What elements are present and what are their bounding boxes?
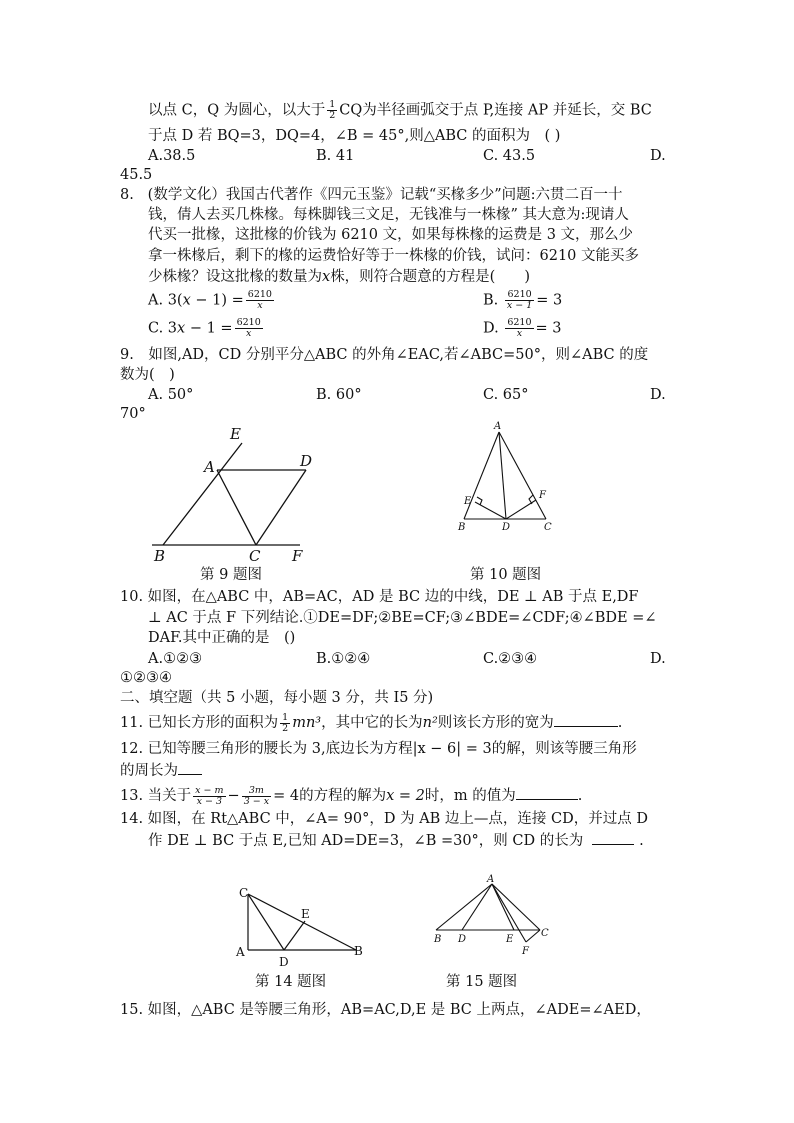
q7-line2: 于点 D 若 BQ=3，DQ=4，∠B = 45°,则△ABC 的面积为 ( ): [148, 128, 561, 144]
q9-option-c: C. 65°: [483, 387, 529, 403]
q8-option-b: B. $\frac{6210}{x - 1}$ = 3: [483, 289, 563, 311]
fig10-label-f: F: [539, 490, 546, 501]
fig9-caption: 第 9 题图: [200, 567, 262, 583]
q7-line1: 以点 C，Q 为圆心，以大于 $\frac{1}{2}$ CQ为半径画弧交于点 P,连接 AP 并延长，交 BC: [148, 99, 652, 121]
q9-option-d-wrap: 70°: [120, 406, 146, 422]
fig10-segment-ac: [499, 432, 546, 519]
fig14-label-b: B: [354, 944, 363, 958]
q12-answer-blank[interactable]: [178, 760, 202, 775]
q8-line3: 代买一批椽，这批椽的价钱为 6210 文，如果每株椽的运费是 3 文，那么少: [148, 227, 634, 243]
fig15-label-f: F: [522, 946, 529, 957]
fig9-label-c: C: [249, 547, 261, 565]
fig10-caption: 第 10 题图: [470, 567, 542, 583]
figure-14: [228, 880, 368, 975]
fig9-label-d: D: [300, 452, 313, 470]
fig9-label-a: A: [204, 458, 215, 476]
q14-line1: 14. 如图，在 Rt△ABC 中，∠A= 90°，D 为 AB 边上—点，连接 CD，并过点 D: [120, 811, 648, 827]
q7-option-d-wrap: 45.5: [120, 167, 153, 183]
fig15-segment-fc: [526, 930, 540, 942]
fig14-segment-cb: [248, 894, 356, 950]
q7-option-d: D.: [650, 148, 666, 164]
fig9-label-e: E: [230, 425, 241, 443]
q12-line2: 的周长为: [120, 760, 202, 781]
section-2-title: 二、填空题（共 5 小题，每小题 3 分，共 I5 分): [120, 690, 434, 706]
q10-line1: 10. 如图，在△ABC 中，AB=AC，AD 是 BC 边的中线，DE ⊥ AB 于点 E,DF: [120, 589, 639, 605]
q8-option-d: D. $\frac{6210}{x}$ = 3: [483, 317, 562, 339]
q9-line1: 9. 如图,AD，CD 分别平分△ABC 的外角∠EAC,若∠ABC=50°，则∠ABC 的度: [120, 347, 649, 363]
figure-9: [150, 424, 320, 564]
fig15-label-c: C: [541, 928, 549, 939]
q7-option-c: C. 43.5: [483, 148, 536, 164]
fig15-segment-ad: [462, 884, 492, 930]
q10-option-d-wrap: ①②③④: [120, 670, 172, 686]
fig14-caption: 第 14 题图: [255, 974, 327, 990]
q8-option-a: A. 3(x − 1) = $\frac{6210}{x}$: [148, 289, 272, 311]
fig15-segment-ac: [492, 884, 540, 930]
fig15-caption: 第 15 题图: [446, 974, 518, 990]
q13-answer-blank[interactable]: [516, 785, 578, 800]
q7-half-fraction: $\frac{1}{2}$: [329, 99, 336, 121]
fig10-label-e: E: [464, 496, 472, 507]
fig10-label-c: C: [544, 522, 552, 533]
fig15-segment-ae: [492, 884, 514, 930]
fig15-label-b: B: [434, 934, 442, 945]
q10-option-d: D.: [650, 651, 666, 667]
fig10-label-d: D: [502, 522, 511, 533]
q11-answer-blank[interactable]: [554, 712, 618, 727]
q14-answer-blank[interactable]: [592, 830, 634, 845]
figure-15: [426, 872, 561, 962]
q8-line4: 拿一株椽后，剩下的椽的运费恰好等于一株椽的价钱，试问：6210 文能买多: [148, 248, 640, 264]
q11-line: 11. 已知长方形的面积为 $\frac{1}{2}$ mn³，其中它的长为n²则该长方形的宽为 .: [120, 711, 623, 734]
fig14-label-d: D: [279, 955, 289, 969]
fig9-segment-cd: [256, 470, 306, 545]
q8-line1: 8. (数学文化）我国古代著作《四元玉鉴》记载“买椽多少”问题:六贯二百一十: [120, 187, 623, 203]
fig15-label-d: D: [458, 934, 467, 945]
fig15-label-a: A: [487, 874, 495, 885]
fig9-label-b: B: [154, 547, 166, 565]
q10-option-c: C.②③④: [483, 651, 538, 667]
fig14-segment-cd: [248, 894, 284, 950]
q10-line2: ⊥ AC 于点 F 下列结论.①DE=DF;②BE=CF;③∠BDE=∠CDF;④∠BDE =∠: [148, 610, 657, 626]
fig14-label-a: A: [236, 945, 245, 959]
q8-option-c: C. 3x − 1 = $\frac{6210}{x}$: [148, 317, 261, 339]
fig9-segment-ac: [217, 470, 256, 545]
q9-option-a: A. 50°: [148, 387, 194, 403]
fig15-label-e: E: [506, 934, 514, 945]
q9-option-d: D.: [650, 387, 666, 403]
fig14-label-e: E: [301, 907, 310, 921]
q7-option-a: A.38.5: [148, 148, 196, 164]
q15-line1: 15. 如图，△ABC 是等腰三角形，AB=AC,D,E 是 BC 上两点，∠ADE=∠AED，: [120, 1002, 651, 1018]
figure-10: [456, 420, 566, 540]
q9-option-b: B. 60°: [316, 387, 362, 403]
q12-line1: 12. 已知等腰三角形的腰长为 3,底边长为方程|x − 6| = 3的解，则该等腰三角形: [120, 741, 637, 757]
q9-line2: 数为( ): [120, 367, 175, 383]
fig10-segment-ad: [499, 432, 506, 519]
q14-line2: 作 DE ⊥ BC 于点 E,已知 AD=DE=3，∠B =30°，则 CD 的长为 .: [148, 830, 644, 851]
fig14-label-c: C: [239, 886, 249, 900]
fig10-label-b: B: [458, 522, 466, 533]
q10-option-b: B.①②④: [316, 651, 371, 667]
q13-line: 13. 当关于 $\frac{x - m}{x - 3}$ − $\frac{3m}{3 - x}$ = 4的方程的解为x = 2时，m 的值为 .: [120, 784, 583, 807]
q8-line2: 钱，倩人去买几株椽。每株脚钱三文足，无钱准与一株椽” 其大意为:现请人: [148, 207, 629, 223]
fig10-label-a: A: [494, 421, 502, 432]
q8-line5: 少株椽？设这批椽的数量为x株，则符合题意的方程是( ): [148, 269, 531, 285]
q10-line3: DAF.其中正确的是 (): [148, 630, 296, 646]
fig15-segment-ab: [436, 884, 492, 930]
fig9-label-f: F: [292, 547, 303, 565]
q7-option-b: B. 41: [316, 148, 355, 164]
fig14-segment-de: [284, 921, 305, 950]
q10-option-a: A.①②③: [148, 651, 203, 667]
